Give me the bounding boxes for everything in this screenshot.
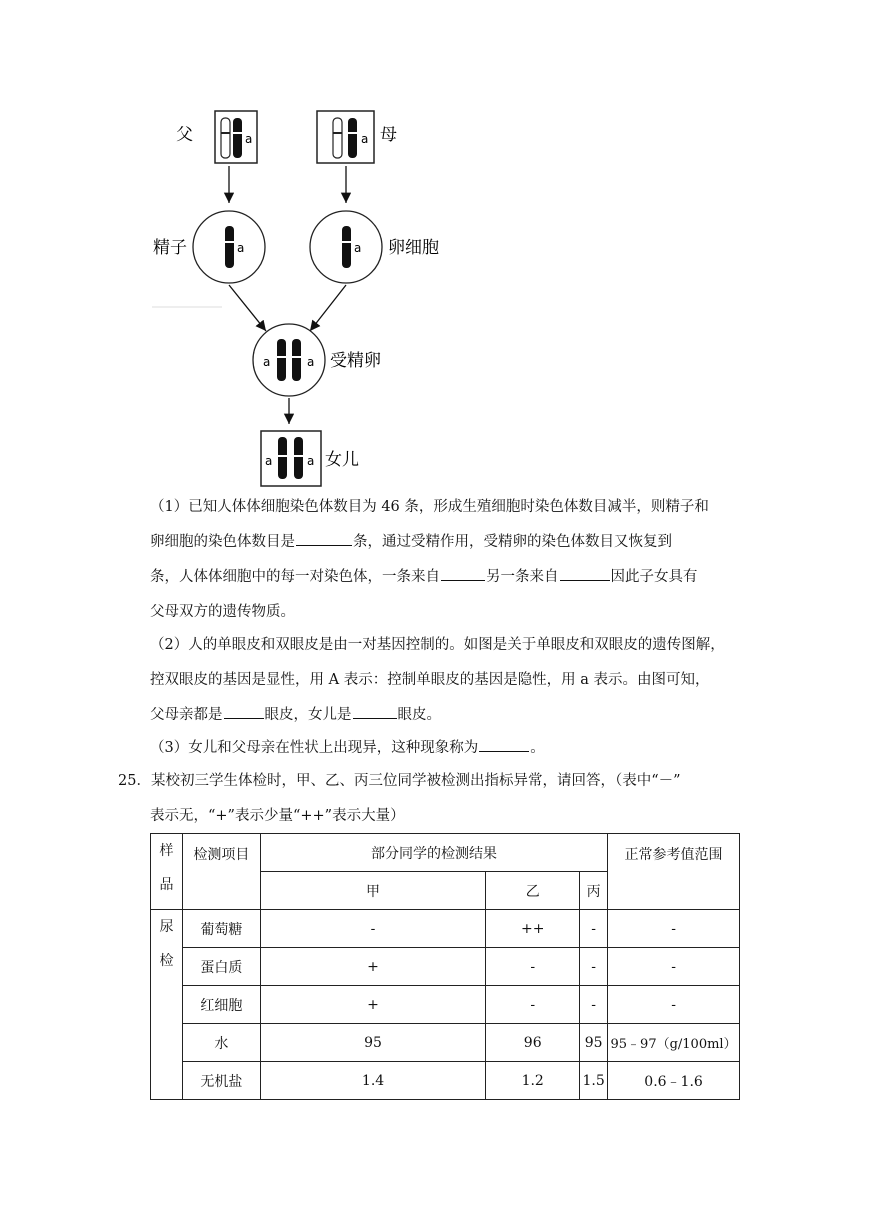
answer-blank-source-1[interactable] [441, 566, 485, 581]
cell-bing: 1.5 [580, 1062, 608, 1100]
q2-line1: （2）人的单眼皮和双眼皮是由一对基因控制的。如图是关于单眼皮和双眼皮的遗传图解， [150, 637, 725, 653]
q1-line4: 父母双方的遗传物质。 [150, 604, 295, 620]
cell-jia: 95 [260, 1024, 486, 1062]
header-results: 部分同学的检测结果 [260, 834, 607, 872]
answer-blank-daughter-eyelid[interactable] [353, 704, 397, 719]
test-results-table [150, 833, 740, 1100]
cell-jia: + [260, 948, 486, 986]
cell-jia: + [260, 986, 486, 1024]
cell-yi: - [486, 948, 580, 986]
egg-cell [310, 211, 382, 283]
mother-chromosome-box [317, 111, 374, 163]
question-1 [150, 490, 750, 630]
zygote-cell [253, 324, 325, 396]
question-2 [150, 628, 750, 733]
q2-line3c: 眼皮。 [397, 707, 441, 723]
answer-blank-parents-eyelid[interactable] [224, 704, 264, 719]
cell-ref: - [608, 948, 740, 986]
table-row [151, 948, 740, 986]
q1-line3c: 因此子女具有 [610, 569, 698, 585]
cell-yi: ++ [486, 910, 580, 948]
egg-allele: a [354, 241, 362, 255]
q1-line3b: 另一条来自 [486, 569, 559, 585]
header-sample: 样 品 [151, 834, 183, 910]
cell-bing: - [580, 986, 608, 1024]
q1-line3a: 条，人体体细胞中的每一对染色体，一条来自 [150, 569, 440, 585]
zygote-label: 受精卵 [330, 351, 381, 371]
header-item: 检测项目 [182, 834, 260, 910]
q3-line1b: 。 [530, 740, 545, 756]
header-student-jia: 甲 [260, 872, 486, 910]
mother-allele: a [361, 132, 369, 146]
question-25 [118, 764, 758, 834]
daughter-allele-left: a [265, 454, 273, 468]
cell-jia: - [260, 910, 486, 948]
cell-jia: 1.4 [260, 1062, 486, 1100]
table-row [151, 1062, 740, 1100]
sperm-label: 精子 [153, 238, 187, 258]
answer-blank-gamete-count[interactable] [296, 531, 352, 546]
q25-line1: 25．某校初三学生体检时，甲、乙、丙三位同学被检测出指标异常，请回答，（表中“－” [118, 773, 681, 789]
q2-line3a: 父母亲都是 [150, 707, 223, 723]
row-item: 水 [182, 1024, 260, 1062]
row-item: 葡萄糖 [182, 910, 260, 948]
inheritance-diagram [0, 0, 869, 500]
header-reference: 正常参考值范围 [608, 834, 740, 910]
row-item: 蛋白质 [182, 948, 260, 986]
cell-ref: - [608, 910, 740, 948]
daughter-allele-right: a [307, 454, 315, 468]
zygote-allele-left: a [263, 355, 271, 369]
cell-ref: - [608, 986, 740, 1024]
zygote-allele-right: a [307, 355, 315, 369]
q3-line1a: （3）女儿和父母亲在性状上出现异，这种现象称为 [150, 740, 479, 756]
daughter-chromosome-box [261, 431, 321, 486]
daughter-label: 女儿 [325, 450, 359, 470]
answer-blank-variation[interactable] [479, 737, 529, 752]
header-student-yi: 乙 [486, 872, 580, 910]
father-allele: a [245, 132, 253, 146]
cell-yi: - [486, 986, 580, 1024]
cell-yi: 1.2 [486, 1062, 580, 1100]
cell-bing: - [580, 910, 608, 948]
table-header-row [151, 834, 740, 872]
q2-line3b: 眼皮，女儿是 [264, 707, 352, 723]
sperm-allele: a [237, 241, 245, 255]
q1-line2a: 卵细胞的染色体数目是 [150, 534, 295, 550]
answer-blank-source-2[interactable] [560, 566, 610, 581]
father-label: 父 [176, 125, 193, 145]
q1-line2b: 条，通过受精作用，受精卵的染色体数目又恢复到 [353, 534, 672, 550]
q2-line2: 控双眼皮的基因是显性，用 A 表示：控制单眼皮的基因是隐性，用 a 表示。由图可知， [150, 672, 710, 688]
cell-bing: - [580, 948, 608, 986]
table-row [151, 1024, 740, 1062]
sperm-cell [193, 211, 265, 283]
egg-label: 卵细胞 [388, 238, 439, 258]
question-3 [150, 731, 750, 766]
table-row [151, 910, 740, 948]
row-item: 无机盐 [182, 1062, 260, 1100]
father-chromosome-box [215, 111, 257, 163]
header-student-bing: 丙 [580, 872, 608, 910]
sample-urine: 尿 检 [151, 910, 183, 1100]
q1-line1: （1）已知人体体细胞染色体数目为 46 条，形成生殖细胞时染色体数目减半，则精子和 [150, 499, 709, 515]
row-item: 红细胞 [182, 986, 260, 1024]
table-row [151, 986, 740, 1024]
q25-line2: 表示无，“+”表示少量“++”表示大量） [150, 808, 405, 824]
cell-ref: 0.6﹣1.6 [608, 1062, 740, 1100]
cell-ref: 95﹣97（g/100ml） [608, 1024, 740, 1062]
cell-bing: 95 [580, 1024, 608, 1062]
cell-yi: 96 [486, 1024, 580, 1062]
mother-label: 母 [380, 125, 397, 145]
